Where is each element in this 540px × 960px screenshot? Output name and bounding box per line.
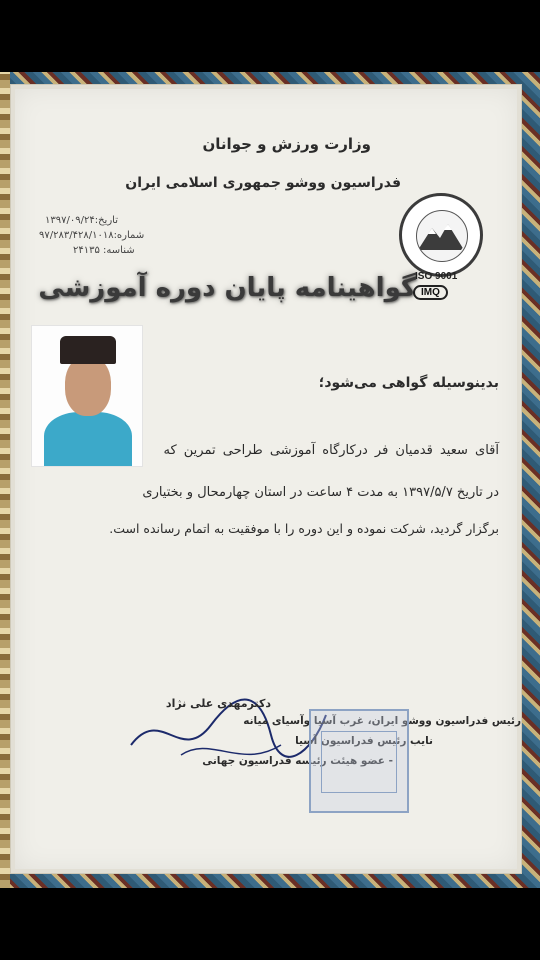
federation-heading: فدراسیون ووشو جمهوری اسلامی ایران: [125, 175, 401, 191]
certificate-id: شناسه: ۲۴۱۳۵: [73, 245, 135, 256]
certificate-body-line-2: در تاریخ ۱۳۹۷/۵/۷ به مدت ۴ ساعت در استان چهارمحال و بختیاری: [142, 485, 499, 500]
certificate-date: تاریخ:۱۳۹۷/۰۹/۲۴: [45, 215, 118, 226]
federation-logo-icon: [399, 193, 483, 277]
signatory-role-3: - عضو هیئت رئیسه فدراسیون جهانی: [202, 755, 393, 767]
certificate-number: شماره:۹۷/۲۸۳/۴۲۸/۱۰۱۸: [39, 230, 145, 241]
student-photo: [31, 325, 143, 467]
certificate-paper: [10, 84, 522, 874]
certificate-body-line-1: آقای سعید قدمیان فر درکارگاه آموزشی طراحی تمرین که: [163, 443, 499, 458]
imq-logo: IMQ: [413, 285, 448, 300]
ministry-heading: وزارت ورزش و جوانان: [202, 135, 371, 153]
frame-border: [0, 72, 10, 888]
certificate-title: گواهینامه پایان دوره آموزشی: [38, 273, 416, 303]
signatory-role-1: رئیس فدراسیون ووشو ایران، غرب آسیا وآسیای میانه: [243, 715, 521, 727]
certificate-intro: بدینوسیله گواهی می‌شود؛: [318, 375, 499, 391]
certificate-frame: [0, 72, 540, 888]
iso-label: ISO 9001: [415, 271, 458, 282]
signatory-name: دکترمهدی علی نژاد: [165, 697, 271, 710]
certificate-body-line-3: برگزار گردید، شرکت نموده و این دوره را با موفقیت به اتمام رسانده است.: [109, 521, 499, 536]
signatory-role-2: نایب رئیس فدراسیون آسیا: [295, 735, 433, 747]
official-stamp-icon: [309, 709, 409, 813]
